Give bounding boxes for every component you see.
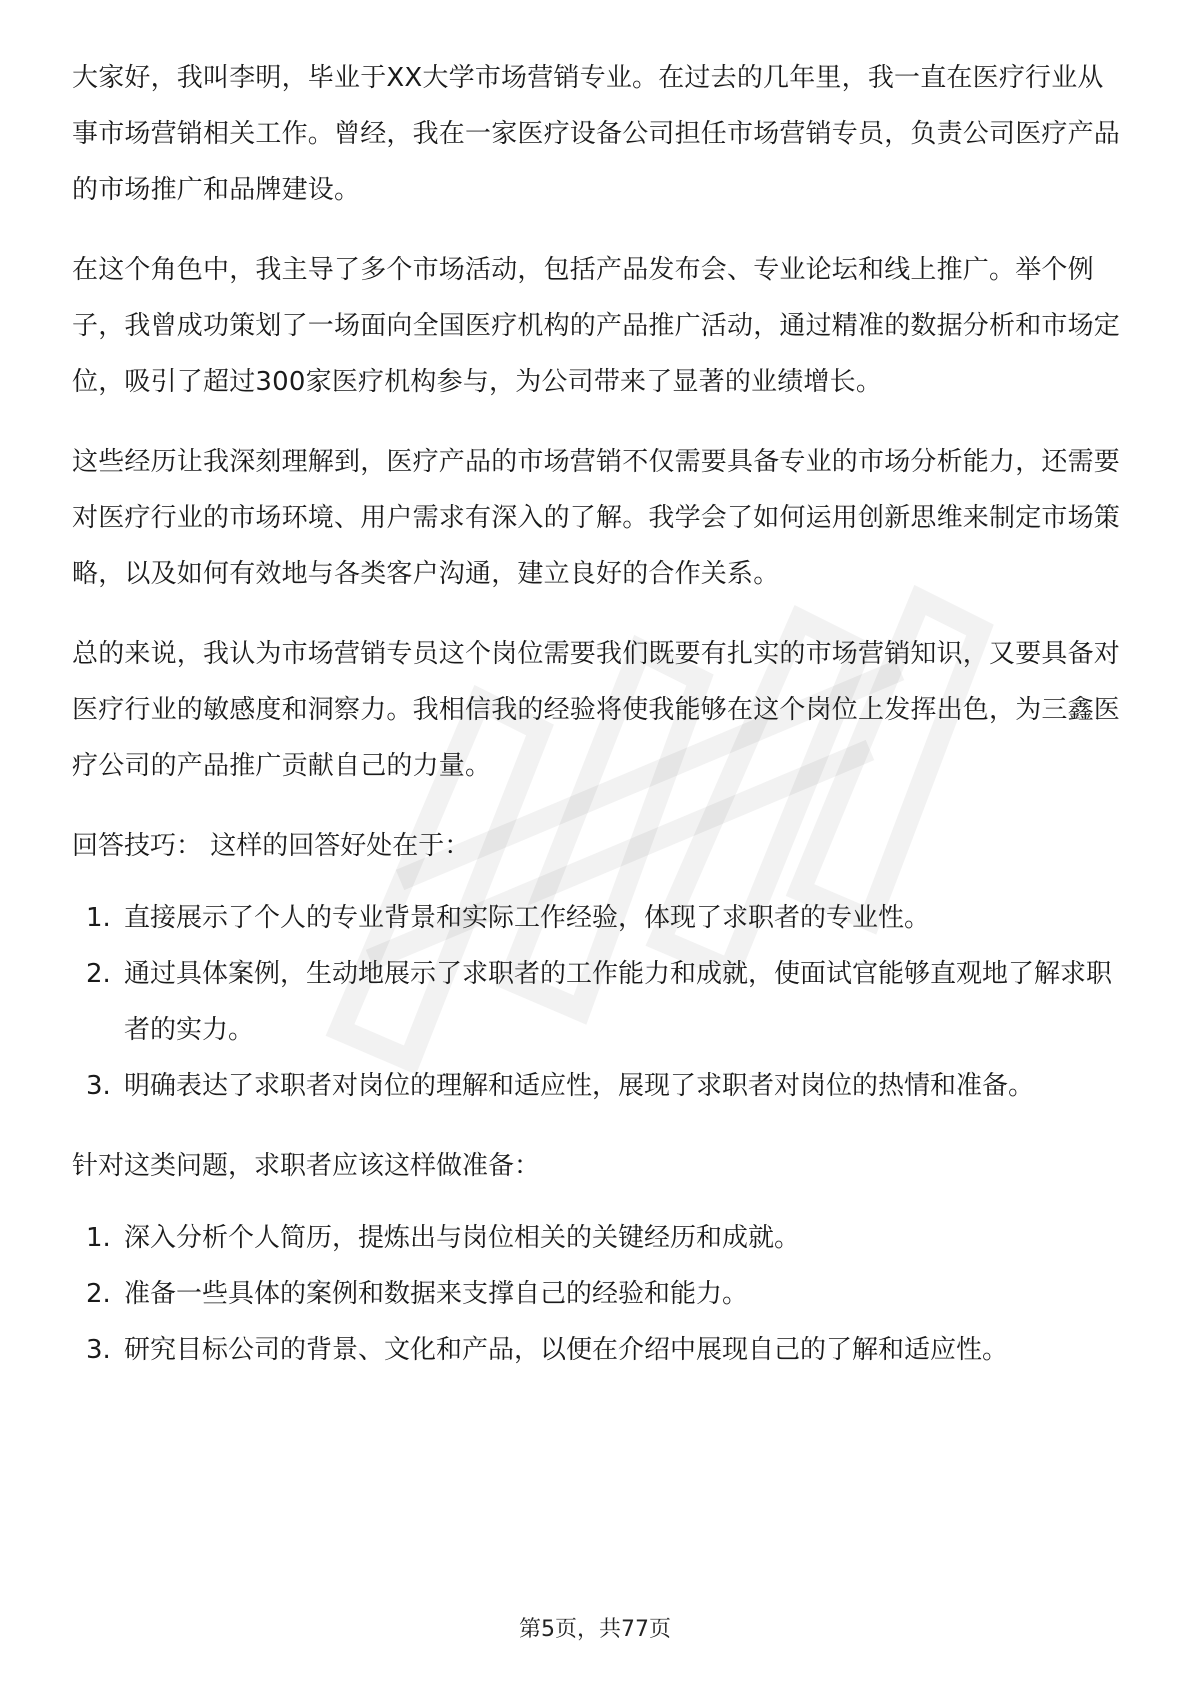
list-item (72, 946, 1122, 1058)
paragraph-insights: 这些经历让我深刻理解到，医疗产品的市场营销不仅需要具备专业的市场分析能力，还需要对医疗行业的市场环境、用户需求有深入的了解。我学会了如何运用创新思维来制定市场策略，以及如何有效地与各类客户沟通，建立良好的合作关系。 (72, 447, 1121, 589)
list-number: 1. (86, 1223, 111, 1253)
tips-list (72, 890, 1122, 1114)
paragraph-experience: 在这个角色中，我主导了多个市场活动，包括产品发布会、专业论坛和线上推广。举个例子，我曾成功策划了一场面向全国医疗机构的产品推广活动，通过精准的数据分析和市场定位，吸引了超过300家医疗机构参与，为公司带来了显著的业绩增长。 (72, 255, 1121, 397)
list-number: 1. (86, 903, 111, 933)
document-page (72, 50, 1122, 1402)
paragraph-summary: 总的来说，我认为市场营销专员这个岗位需要我们既要有扎实的市场营销知识，又要具备对医疗行业的敏感度和洞察力。我相信我的经验将使我能够在这个岗位上发挥出色，为三鑫医疗公司的产品推广贡献自己的力量。 (72, 639, 1121, 781)
list-item (72, 1210, 1122, 1266)
list-text: 研究目标公司的背景、文化和产品，以便在介绍中展现自己的了解和适应性。 (124, 1335, 1009, 1365)
list-number: 3. (86, 1071, 111, 1101)
page-number: 第5页，共77页 (519, 1617, 671, 1642)
list-number: 3. (86, 1335, 111, 1365)
list-text: 准备一些具体的案例和数据来支撑自己的经验和能力。 (124, 1279, 749, 1309)
paragraph-intro: 大家好，我叫李明，毕业于XX大学市场营销专业。在过去的几年里，我一直在医疗行业从事市场营销相关工作。曾经，我在一家医疗设备公司担任市场营销专员，负责公司医疗产品的市场推广和品牌建设。 (72, 63, 1121, 205)
list-item (72, 1266, 1122, 1322)
tips-heading: 回答技巧： 这样的回答好处在于： (72, 831, 471, 861)
list-text: 明确表达了求职者对岗位的理解和适应性，展现了求职者对岗位的热情和准备。 (124, 1071, 1035, 1101)
prep-heading: 针对这类问题，求职者应该这样做准备： (72, 1151, 541, 1181)
list-number: 2. (86, 959, 111, 989)
list-item (72, 1322, 1122, 1378)
list-text: 通过具体案例，生动地展示了求职者的工作能力和成就，使面试官能够直观地了解求职者的实力。 (124, 959, 1113, 1045)
list-item (72, 1058, 1122, 1114)
list-number: 2. (86, 1279, 111, 1309)
prep-list (72, 1210, 1122, 1378)
list-item (72, 890, 1122, 946)
list-text: 直接展示了个人的专业背景和实际工作经验，体现了求职者的专业性。 (124, 903, 931, 933)
list-text: 深入分析个人简历，提炼出与岗位相关的关键经历和成就。 (124, 1223, 801, 1253)
